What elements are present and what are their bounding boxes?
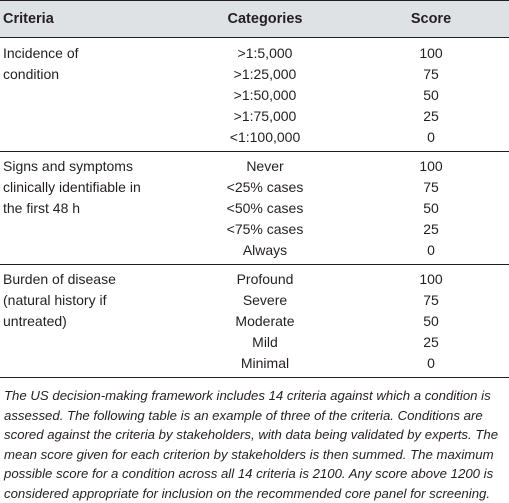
category-value: Never (246, 158, 284, 174)
scores-cell (333, 152, 509, 265)
table-row (0, 152, 509, 265)
criterion-cell (0, 38, 197, 152)
criterion-line: (natural history if (3, 292, 107, 308)
score-value: 25 (423, 334, 439, 350)
category-value: <1:100,000 (229, 129, 301, 145)
score-value: 50 (423, 313, 439, 329)
header-categories: Categories (197, 1, 333, 38)
categories-cell (197, 38, 333, 152)
table-row (0, 38, 509, 152)
criterion-cell (0, 265, 197, 378)
criterion-line: Signs and symptoms (3, 158, 133, 174)
criterion-line: Incidence of (3, 45, 79, 61)
score-value: 75 (423, 292, 439, 308)
table-footnote: The US decision-making framework includes 14 criteria against which a condition is assessed. The following table is an example of three of the criteria. Conditions are scored against the criteria by stakeholders, with data being validated by experts. The mean score given for each criterion by stakeholders is then summed. The maximum possible score for a condition across all 14 criteria is 2100. Any score above 1200 is considered appropriate for inclusion on the recommended core panel for screening. (4, 388, 499, 501)
table-row (0, 265, 509, 378)
score-value: 100 (419, 158, 443, 174)
category-value: Moderate (235, 313, 295, 329)
score-value: 0 (427, 355, 435, 371)
score-value: 75 (423, 179, 439, 195)
categories-cell (197, 152, 333, 265)
category-value: Severe (242, 292, 288, 308)
header-criteria: Criteria (0, 1, 197, 38)
score-value: 50 (423, 200, 439, 216)
category-value: >1:5,000 (237, 45, 293, 61)
score-value: 25 (423, 108, 439, 124)
category-value: >1:25,000 (233, 66, 297, 82)
category-value: Profound (236, 271, 294, 287)
criterion-line: clinically identifiable in (3, 179, 141, 195)
score-value: 100 (419, 45, 443, 61)
criterion-line: untreated) (3, 313, 67, 329)
criterion-line: the first 48 h (3, 200, 81, 216)
category-value: Always (242, 242, 288, 258)
scores-cell (333, 265, 509, 378)
score-value: 25 (423, 221, 439, 237)
categories-cell (197, 265, 333, 378)
score-value: 100 (419, 271, 443, 287)
criterion-line: condition (3, 66, 60, 82)
criterion-cell (0, 152, 197, 265)
category-value: Minimal (240, 355, 290, 371)
table-header-row (0, 1, 509, 38)
table-body (0, 38, 509, 378)
score-value: 0 (427, 129, 435, 145)
score-value: 0 (427, 242, 435, 258)
category-value: <75% cases (226, 221, 304, 237)
category-value: >1:50,000 (233, 87, 297, 103)
criterion-line: Burden of disease (3, 271, 116, 287)
category-value: >1:75,000 (233, 108, 297, 124)
category-value: <50% cases (226, 200, 304, 216)
score-value: 50 (423, 87, 439, 103)
scores-cell (333, 38, 509, 152)
header-score: Score (333, 1, 509, 38)
score-value: 75 (423, 66, 439, 82)
category-value: <25% cases (226, 179, 304, 195)
category-value: Mild (252, 334, 278, 350)
